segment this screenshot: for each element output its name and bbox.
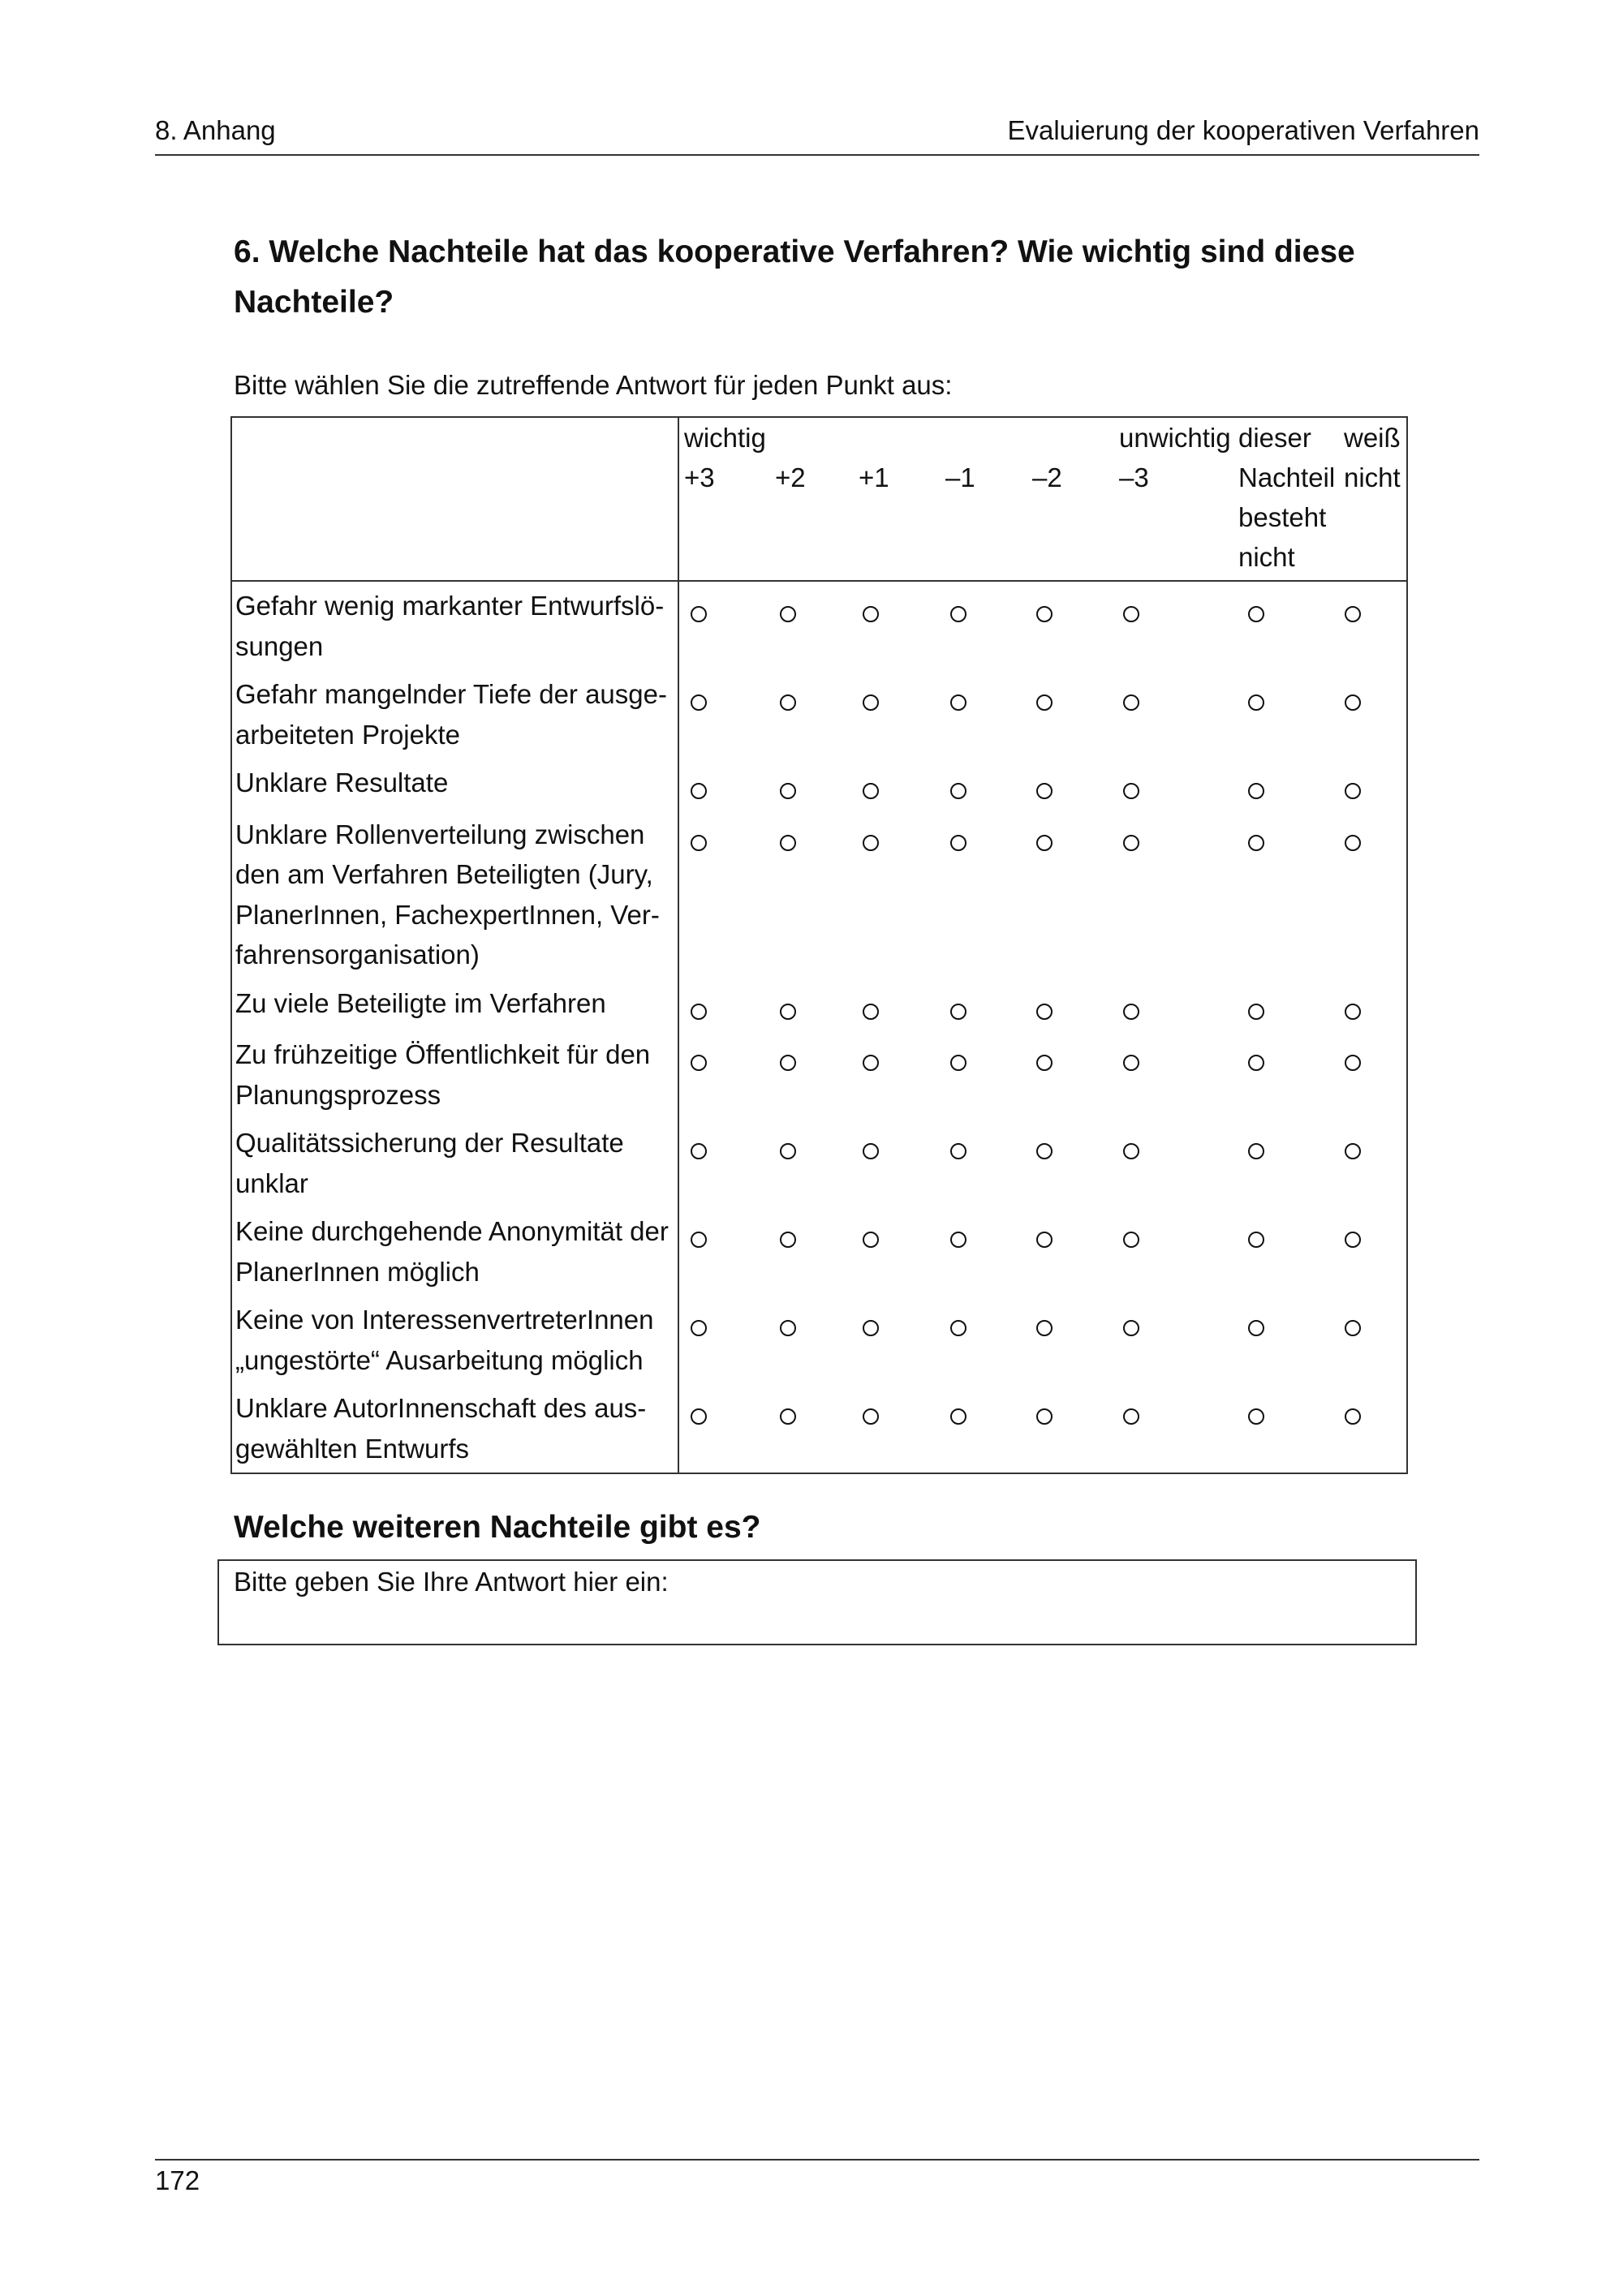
matrix-row-label xyxy=(231,979,678,1031)
radio-option[interactable] xyxy=(691,606,707,622)
radio-option[interactable] xyxy=(1248,783,1264,799)
radio-option[interactable] xyxy=(1345,1055,1361,1071)
scale-column-plus2: +2 xyxy=(775,462,806,492)
matrix-row xyxy=(231,759,1407,810)
radio-option[interactable] xyxy=(780,783,796,799)
matrix-cell xyxy=(1233,1384,1338,1473)
radio-option[interactable] xyxy=(780,1143,796,1159)
radio-option[interactable] xyxy=(1248,1004,1264,1020)
matrix-cell xyxy=(940,979,1027,1031)
radio-option[interactable] xyxy=(1123,1004,1139,1020)
question-instruction: Bitte wählen Sie die zutreffende Antwort für jeden Punkt aus: xyxy=(234,370,953,400)
radio-option[interactable] xyxy=(1248,1232,1264,1248)
scale-column-not-exist-line4: nicht xyxy=(1238,542,1295,572)
matrix-cell xyxy=(769,759,853,810)
radio-option[interactable] xyxy=(780,1232,796,1248)
matrix-cell xyxy=(1338,759,1407,810)
radio-option[interactable] xyxy=(691,1320,707,1336)
radio-option[interactable] xyxy=(863,1004,879,1020)
matrix-cell xyxy=(1027,1119,1113,1207)
matrix-cell xyxy=(853,1119,940,1207)
radio-option[interactable] xyxy=(950,1055,966,1071)
scale-column-plus3: +3 xyxy=(684,462,715,492)
matrix-cell xyxy=(1338,1296,1407,1384)
matrix-cell xyxy=(1338,1030,1407,1119)
rating-matrix xyxy=(230,416,1408,1474)
scale-column-dont-know-line2: nicht xyxy=(1344,462,1401,492)
matrix-cell xyxy=(1027,810,1113,979)
radio-option[interactable] xyxy=(1123,1232,1139,1248)
matrix-row-label-line: gewählten Entwurfs xyxy=(235,1433,469,1464)
radio-option[interactable] xyxy=(780,1320,796,1336)
matrix-row xyxy=(231,1207,1407,1296)
matrix-row-label-line: Qualitätssicherung der Resultate xyxy=(235,1128,624,1158)
radio-option[interactable] xyxy=(1345,1408,1361,1425)
radio-option[interactable] xyxy=(780,1408,796,1425)
matrix-cell xyxy=(1027,1296,1113,1384)
matrix-cell xyxy=(1233,810,1338,979)
matrix-cell xyxy=(1113,1119,1233,1207)
radio-option[interactable] xyxy=(1248,694,1264,711)
matrix-row-label-line: „ungestörte“ Ausarbeitung möglich xyxy=(235,1344,644,1375)
header-divider xyxy=(155,154,1479,156)
matrix-cell xyxy=(1233,979,1338,1031)
radio-option[interactable] xyxy=(1036,835,1053,851)
matrix-cell xyxy=(769,979,853,1031)
matrix-row-label-line: arbeiteten Projekte xyxy=(235,719,461,750)
matrix-cell xyxy=(1338,810,1407,979)
scale-label-unwichtig: unwichtig xyxy=(1119,423,1231,453)
radio-option[interactable] xyxy=(863,1143,879,1159)
radio-option[interactable] xyxy=(863,694,879,711)
matrix-cell xyxy=(853,1296,940,1384)
matrix-row-label-line: Zu viele Beteiligte im Verfahren xyxy=(235,987,606,1018)
matrix-cell xyxy=(1113,1207,1233,1296)
matrix-cell xyxy=(1113,759,1233,810)
matrix-cell xyxy=(769,670,853,759)
matrix-cell xyxy=(1027,979,1113,1031)
scale-column-not-exist-line3: besteht xyxy=(1238,502,1327,532)
matrix-cell xyxy=(1113,810,1233,979)
matrix-cell xyxy=(853,1207,940,1296)
matrix-cell xyxy=(1233,1030,1338,1119)
matrix-cell xyxy=(769,810,853,979)
matrix-cell xyxy=(1027,759,1113,810)
radio-option[interactable] xyxy=(950,835,966,851)
radio-option[interactable] xyxy=(950,1143,966,1159)
matrix-row-label-line: Keine durchgehende Anonymität der xyxy=(235,1216,669,1246)
scale-header xyxy=(678,417,1407,581)
radio-option[interactable] xyxy=(863,1232,879,1248)
matrix-cell xyxy=(769,1296,853,1384)
matrix-cell xyxy=(678,810,769,979)
matrix-row-label-line: Unklare Resultate xyxy=(235,767,449,798)
matrix-cell xyxy=(1338,1119,1407,1207)
radio-option[interactable] xyxy=(1345,1143,1361,1159)
radio-option[interactable] xyxy=(780,1004,796,1020)
matrix-cell xyxy=(940,759,1027,810)
matrix-cell xyxy=(1113,1384,1233,1473)
radio-option[interactable] xyxy=(691,694,707,711)
matrix-row-label xyxy=(231,670,678,759)
matrix-row xyxy=(231,670,1407,759)
scale-column-not-exist-line1: dieser xyxy=(1238,423,1311,453)
matrix-cell xyxy=(940,1384,1027,1473)
matrix-cell xyxy=(678,759,769,810)
matrix-cell xyxy=(1233,581,1338,670)
matrix-cell xyxy=(1338,581,1407,670)
radio-option[interactable] xyxy=(691,835,707,851)
radio-option[interactable] xyxy=(863,835,879,851)
matrix-cell xyxy=(1027,1030,1113,1119)
matrix-cell xyxy=(769,581,853,670)
matrix-row-label xyxy=(231,1384,678,1473)
matrix-row-label-line: Zu frühzeitige Öffentlichkeit für den xyxy=(235,1039,651,1069)
radio-option[interactable] xyxy=(863,783,879,799)
radio-option[interactable] xyxy=(950,1004,966,1020)
matrix-row-label xyxy=(231,581,678,670)
radio-option[interactable] xyxy=(1123,1408,1139,1425)
matrix-row xyxy=(231,810,1407,979)
radio-option[interactable] xyxy=(1248,1408,1264,1425)
radio-option[interactable] xyxy=(1036,694,1053,711)
radio-option[interactable] xyxy=(1123,835,1139,851)
page-number: 172 xyxy=(155,2165,200,2195)
radio-option[interactable] xyxy=(1345,783,1361,799)
radio-option[interactable] xyxy=(1248,1320,1264,1336)
radio-option[interactable] xyxy=(1345,1004,1361,1020)
matrix-cell xyxy=(1338,1207,1407,1296)
matrix-cell xyxy=(678,581,769,670)
matrix-cell xyxy=(1233,1296,1338,1384)
matrix-cell xyxy=(1233,1119,1338,1207)
radio-option[interactable] xyxy=(1036,1320,1053,1336)
matrix-cell xyxy=(853,759,940,810)
matrix-row-label xyxy=(231,759,678,810)
matrix-row-label-line: fahrensorganisation) xyxy=(235,939,480,970)
radio-option[interactable] xyxy=(1123,1143,1139,1159)
matrix-row-label-line: den am Verfahren Beteiligten (Jury, xyxy=(235,859,653,889)
radio-option[interactable] xyxy=(691,1408,707,1425)
radio-option[interactable] xyxy=(950,606,966,622)
matrix-cell xyxy=(940,1296,1027,1384)
matrix-cell xyxy=(940,670,1027,759)
matrix-cell xyxy=(1027,581,1113,670)
radio-option[interactable] xyxy=(1036,1004,1053,1020)
radio-option[interactable] xyxy=(1345,606,1361,622)
scale-column-not-exist-line2: Nachteil xyxy=(1238,462,1336,492)
scale-column-minus3: –3 xyxy=(1119,462,1149,492)
matrix-row-label-line: Unklare AutorInnenschaft des aus- xyxy=(235,1393,647,1423)
radio-option[interactable] xyxy=(1123,606,1139,622)
matrix-row xyxy=(231,1119,1407,1207)
matrix-row-label-line: Gefahr wenig markanter Entwurfslö- xyxy=(235,591,665,621)
matrix-cell xyxy=(678,979,769,1031)
matrix-row-label xyxy=(231,1119,678,1207)
matrix-cell xyxy=(769,1384,853,1473)
radio-option[interactable] xyxy=(1123,1055,1139,1071)
radio-option[interactable] xyxy=(1123,1320,1139,1336)
matrix-cell xyxy=(1113,670,1233,759)
matrix-row xyxy=(231,1296,1407,1384)
radio-option[interactable] xyxy=(780,694,796,711)
radio-option[interactable] xyxy=(1248,1055,1264,1071)
matrix-cell xyxy=(940,1030,1027,1119)
matrix-row-label-line: Planungsprozess xyxy=(235,1079,441,1110)
radio-option[interactable] xyxy=(1036,606,1053,622)
radio-option[interactable] xyxy=(1248,835,1264,851)
radio-option[interactable] xyxy=(1345,835,1361,851)
matrix-row xyxy=(231,581,1407,670)
matrix-row xyxy=(231,1030,1407,1119)
matrix-cell xyxy=(853,1030,940,1119)
radio-option[interactable] xyxy=(950,694,966,711)
radio-option[interactable] xyxy=(780,606,796,622)
radio-option[interactable] xyxy=(691,1055,707,1071)
further-disadvantages-input[interactable] xyxy=(217,1559,1417,1645)
further-disadvantages-heading: Welche weiteren Nachteile gibt es? xyxy=(234,1510,761,1545)
matrix-cell xyxy=(1233,1207,1338,1296)
radio-option[interactable] xyxy=(780,1055,796,1071)
matrix-cell xyxy=(940,810,1027,979)
scale-column-dont-know-line1: weiß xyxy=(1344,423,1401,453)
matrix-row-label-line: unklar xyxy=(235,1167,308,1198)
matrix-row-label xyxy=(231,1207,678,1296)
matrix-cell xyxy=(678,1296,769,1384)
matrix-cell xyxy=(853,670,940,759)
radio-option[interactable] xyxy=(1123,783,1139,799)
matrix-cell xyxy=(1338,1384,1407,1473)
matrix-cell xyxy=(1027,1207,1113,1296)
radio-option[interactable] xyxy=(1345,1232,1361,1248)
matrix-cell xyxy=(678,1207,769,1296)
matrix-row-label xyxy=(231,1296,678,1384)
radio-option[interactable] xyxy=(691,783,707,799)
radio-option[interactable] xyxy=(1036,1408,1053,1425)
radio-option[interactable] xyxy=(863,1320,879,1336)
radio-option[interactable] xyxy=(691,1004,707,1020)
matrix-cell xyxy=(1027,1384,1113,1473)
radio-option[interactable] xyxy=(1036,1143,1053,1159)
matrix-cell xyxy=(853,979,940,1031)
radio-option[interactable] xyxy=(950,1408,966,1425)
matrix-cell xyxy=(1113,979,1233,1031)
radio-option[interactable] xyxy=(1036,1055,1053,1071)
matrix-cell xyxy=(1113,581,1233,670)
matrix-row-label-line: PlanerInnen möglich xyxy=(235,1256,480,1287)
matrix-row xyxy=(231,979,1407,1031)
matrix-row-label-line: Gefahr mangelnder Tiefe der ausge- xyxy=(235,679,667,709)
matrix-row-label-line: Unklare Rollenverteilung zwischen xyxy=(235,819,645,849)
matrix-cell xyxy=(769,1119,853,1207)
radio-option[interactable] xyxy=(863,1055,879,1071)
radio-option[interactable] xyxy=(691,1143,707,1159)
radio-option[interactable] xyxy=(780,835,796,851)
question-title: 6. Welche Nachteile hat das kooperative Verfahren? Wie wichtig sind diese Nachteile? xyxy=(234,234,1355,320)
matrix-cell xyxy=(678,1384,769,1473)
scale-column-minus2: –2 xyxy=(1032,462,1062,492)
radio-option[interactable] xyxy=(1248,1143,1264,1159)
matrix-cell xyxy=(853,810,940,979)
matrix-row-label-line: Keine von InteressenvertreterInnen xyxy=(235,1305,654,1335)
matrix-cell xyxy=(1338,670,1407,759)
matrix-cell xyxy=(853,1384,940,1473)
matrix-cell xyxy=(769,1207,853,1296)
matrix-row xyxy=(231,1384,1407,1473)
matrix-row-label xyxy=(231,1030,678,1119)
matrix-row-label xyxy=(231,810,678,979)
answer-placeholder: Bitte geben Sie Ihre Antwort hier ein: xyxy=(234,1567,669,1597)
running-header-section: Evaluierung der kooperativen Verfahren xyxy=(1007,115,1479,145)
scale-column-minus1: –1 xyxy=(945,462,975,492)
matrix-cell xyxy=(853,581,940,670)
matrix-cell xyxy=(678,1030,769,1119)
radio-option[interactable] xyxy=(691,1232,707,1248)
matrix-corner-cell xyxy=(231,417,678,581)
matrix-cell xyxy=(1113,1030,1233,1119)
running-header-chapter: 8. Anhang xyxy=(155,115,276,145)
radio-option[interactable] xyxy=(950,1232,966,1248)
matrix-cell xyxy=(1233,670,1338,759)
radio-option[interactable] xyxy=(950,783,966,799)
matrix-row-label-line: PlanerInnen, FachexpertInnen, Ver- xyxy=(235,899,660,930)
matrix-cell xyxy=(678,1119,769,1207)
matrix-cell xyxy=(1027,670,1113,759)
matrix-cell xyxy=(940,1119,1027,1207)
radio-option[interactable] xyxy=(1036,1232,1053,1248)
matrix-cell xyxy=(940,1207,1027,1296)
radio-option[interactable] xyxy=(863,606,879,622)
scale-label-wichtig: wichtig xyxy=(684,423,766,453)
radio-option[interactable] xyxy=(1345,1320,1361,1336)
matrix-row-label-line: sungen xyxy=(235,630,324,661)
matrix-cell xyxy=(1113,1296,1233,1384)
scale-column-plus1: +1 xyxy=(859,462,889,492)
radio-option[interactable] xyxy=(1036,783,1053,799)
footer-divider xyxy=(155,2159,1479,2161)
matrix-cell xyxy=(678,670,769,759)
matrix-cell xyxy=(940,581,1027,670)
radio-option[interactable] xyxy=(950,1320,966,1336)
matrix-cell xyxy=(769,1030,853,1119)
matrix-cell xyxy=(1233,759,1338,810)
matrix-cell xyxy=(1338,979,1407,1031)
radio-option[interactable] xyxy=(1123,694,1139,711)
radio-option[interactable] xyxy=(1248,606,1264,622)
radio-option[interactable] xyxy=(1345,694,1361,711)
radio-option[interactable] xyxy=(863,1408,879,1425)
